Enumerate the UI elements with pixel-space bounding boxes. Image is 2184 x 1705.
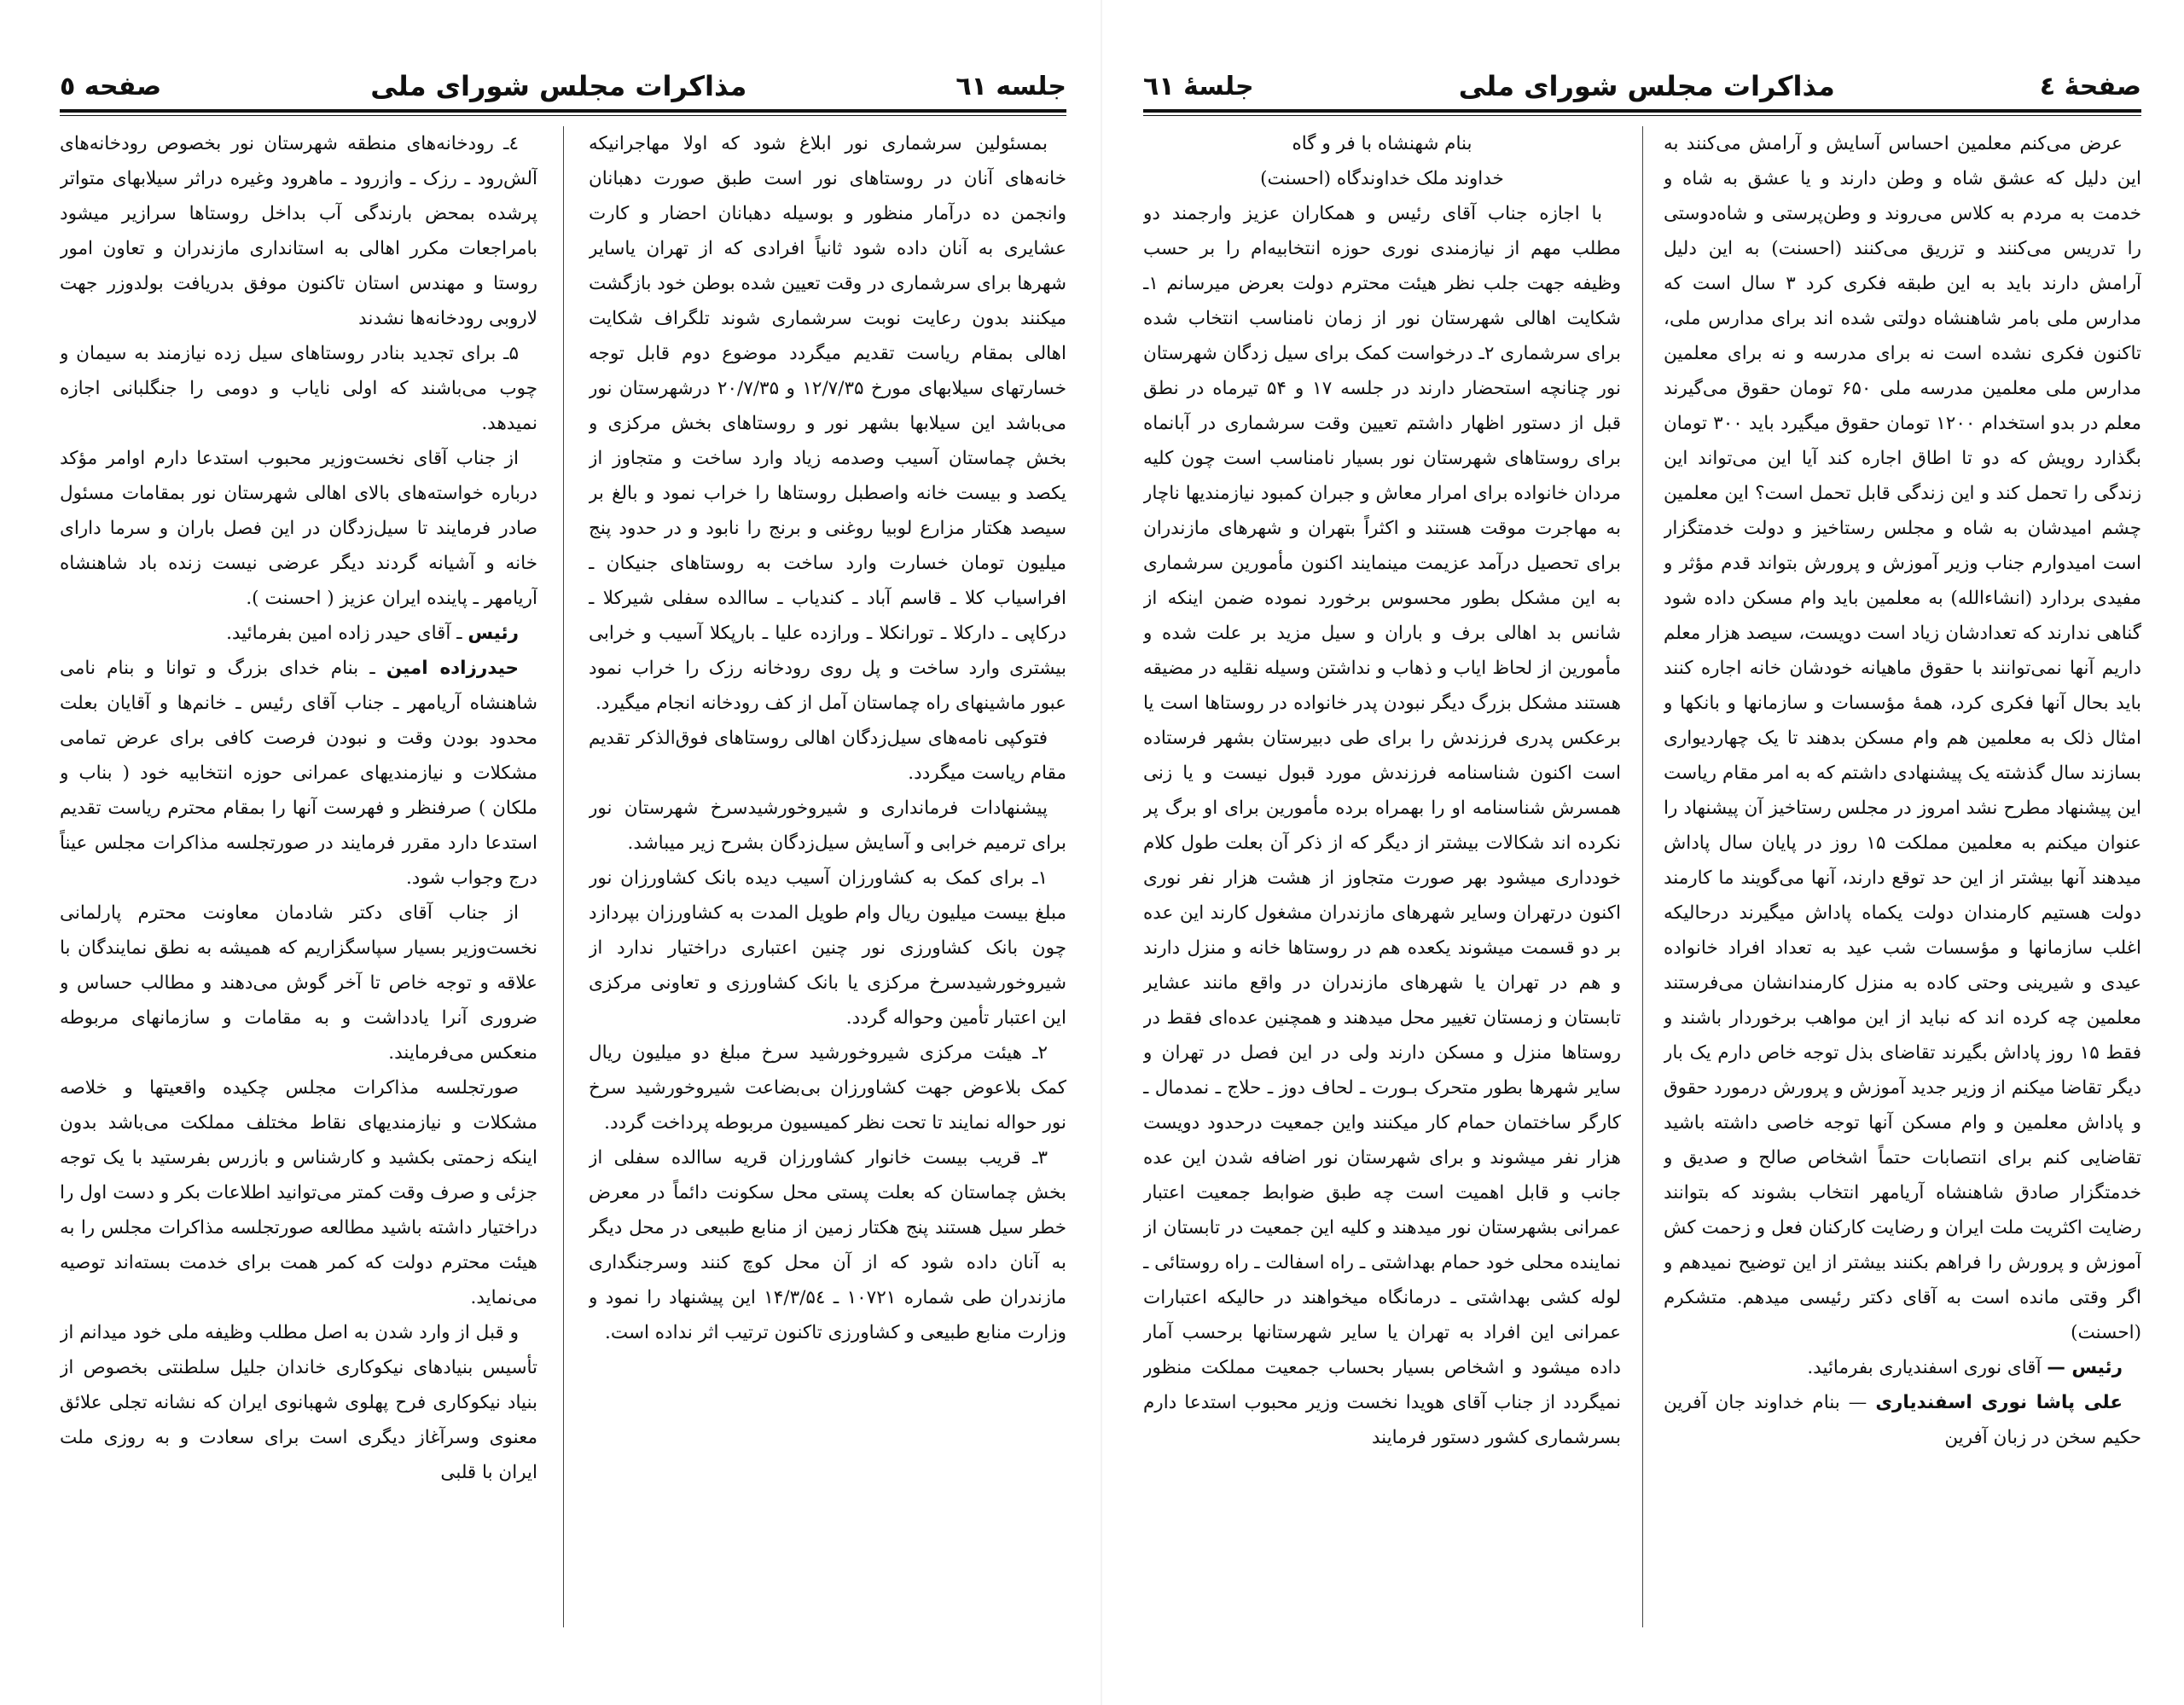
speaker-name: رئیس [468,623,519,644]
page-gutter [1101,0,1102,1705]
verse-line: بنام شهنشاه با فر و گاه [1292,133,1472,154]
speaker-name: رئیس — [2047,1357,2123,1378]
header-rule-thin [1143,115,2141,116]
session-label: جلسهٔ ٦١ [1143,71,1254,101]
paragraph: عرض می‌کنم معلمین احساس آسایش و آرامش می‌کنند به این دلیل که عشق شاه و وطن دارند و یا عشق به شاه و خدمت به مردم به کلاس می‌روند و وطن‌پرستی و شاه‌دوستی را تدریس می‌کنند و تزریق می‌کنند (احسنت) به این دلیل آرامش دارند باید به این طبقه فکری کرد ۳ سال است که مدارس ملی بامر شاهنشاه دولتی شده اند برای مدارس ملی، تاکنون فکری نشده است نه برای مدرسه و نه برای معلمین مدارس ملی معلمین مدرسه ملی ۶۵۰ تومان حقوق می‌گیرند معلم در بدو استخدام ۱۲۰۰ تومان حقوق میگیرد باید ۳۰۰ تومان بگذارد رویش که دو تا اطاق اجاره کند آیا این می‌تواند این زندگی را تحمل کند و این زندگی قابل تحمل است؟ این معلمین چشم امیدشان به شاه و مجلس رستاخیز و دولت خدمتگزار است امیدوارم جناب وزیر آموزش و پرورش بتواند قدم مؤثر و مفیدی بردارد (انشاءالله) به معلمین باید وام مسکن داده شود گناهی ندارند که تعدادشان زیاد است دویست، سیصد هزار معلم داریم آنها نمی‌توانند با حقوق ماهیانه خودشان خانه اجاره کنند باید بحال آنها فکری کرد، همهٔ مؤسسات و سازمانها و بانکها و امثال ذلک به معلمین هم وام مسکن بدهند تا یک چهاردیواری بسازند سال گذشته یک پیشنهادی داشتم که به امر مقام ریاست این پیشنهاد مطرح نشد امروز در مجلس رستاخیز آن پیشنهاد را عنوان میکنم به معلمین مملکت ۱۵ روز در پایان سال پاداش میدهند آنها بیشتر از این حد توقع دارند، آنها می‌گویند ما کارمند دولت هستیم کارمندان دولت یکماه پاداش میگیرند درحالیکه اغلب سازمانها و مؤسسات شب عید به تعداد افراد خانواده عیدی و شیرینی وحتی کاده به منزل کارمندانشان می‌فرستند معلمین چه کرده اند که نباید از این مواهب برخوردار باشند و فقط ۱۵ روز پاداش بگیرند تقاضای بذل توجه خاص دارم یک بار دیگر تقاضا میکنم از وزیر جدید آموزش و پرورش درمورد حقوق و پاداش معلمین و وام مسکن آنها توجه خاصی داشته باشید تقاضایی کنم برای انتصابات حتماً اشخاص صالح و صدیق و خدمتگزار صادق شاهنشاه آریامهر انتخاب بشوند که بتوانند رضایت اکثریت ملت ایران و رضایت کارکنان فعل و زحمت کش آموزش و پرورش را فراهم بکنند بیشتر از این توضیح نمیدهم و اگر وقتی مانده است به آقای دکتر رئیسی میدهم. متشکرم (احسنت) [1664,133,2141,1343]
session-label: جلسه ٦١ [956,71,1066,101]
publication-title: مذاکرات مجلس شورای ملی [1458,70,1835,102]
paragraph: و قبل از وارد شدن به اصل مطلب وظیفه ملی خود میدانم از تأسیس بنیادهای نیکوکاری خاندان جلیل سلطنتی بخصوص از بنیاد نیکوکاری فرح پهلوی شهبانوی ایران که نشانه تجلی علائق معنوی وسرآغاز دیگری است برای سعادت و به روزی ملت ایران با قلبی [60,1322,537,1483]
publication-title: مذاکرات مجلس شورای ملی [370,70,747,102]
column-divider [1642,126,1643,1627]
speaker-name: حیدرزاده امین [386,658,519,679]
paragraph: پیشنهادات فرمانداری و شیروخورشیدسرخ شهرستان نور برای ترمیم خرابی و آسایش سیل‌زدگان بشرح زیر میباشد. [589,797,1066,854]
column-right [589,126,1066,1627]
paragraph: بمسئولین سرشماری نور ابلاغ شود که اولا مهاجرانیکه خانه‌های آنان در روستاهای نور است طبق صورت دهبانان وانجمن ده درآمار منظور و بوسیله دهبانان احضار و کارت عشایری به آنان داده شود ثانیاً افرادی که از تهران یاسایر شهرها برای سرشماری در وقت تعیین شده بوطن خود بازگشت میکنند بدون رعایت نوبت سرشماری شوند تلگراف شکایت اهالی بمقام ریاست تقدیم میگردد موضوع دوم قابل توجه خسارتهای سیلابهای مورخ ۱۲/۷/۳۵ و ۲۰/۷/۳۵ درشهرستان نور می‌باشد این سیلابها بشهر نور و روستاهای بخش مرکزی و بخش چماستان آسیب وصدمه زیاد وارد ساخت و متجاوز از یکصد و بیست خانه واصطبل روستاها را خراب نمود و بالغ بر سیصد هکتار مزارع لوبیا روغنی و برنج را نابود و در حدود پنج میلیون تومان خسارت وارد ساخت به روستاهای جنیکان ـ افراسیاب کلا ـ قاسم آباد ـ کندیاب ـ ساالده سفلی شیرکلا ـ درکاپی ـ دارکلا ـ تورانکلا ـ ورازده علیا ـ بارپکلا آسیب و خرابی بیشتری وارد ساخت و پل روی رودخانه رزک را خراب نمود عبور ماشینهای راه چماستان آمل از کف رودخانه انجام میگیرد. [589,133,1066,714]
header-rule-thin [60,115,1066,116]
column-divider [563,126,564,1627]
column-left [60,126,537,1627]
speaker-name: علی پاشا نوری اسفندیاری [1875,1392,2123,1413]
speaker-text: آقای نوری اسفندیاری بفرمائید. [1807,1357,2042,1378]
speaker-text: ـ بنام خدای بزرگ و توانا و بنام نامی شاهنشاه آریامهر ـ جناب آقای رئیس ـ خانم‌ها و آقایان بعلت محدود بودن وقت و نبودن فرصت کافی برای عرض تمامی مشکلات و نیازمندیهای عمرانی حوزه انتخابیه خود ( بناب و ملکان ) صرفنظر و فهرست آنها را بمقام محترم ریاست تقدیم استدعا دارد مقرر فرمایند در صورتجلسه مذاکرات مجلس عیناً درج وجواب شود. [60,658,537,889]
paragraph: با اجازه جناب آقای رئیس و همکاران عزیز وارجمند دو مطلب مهم از نیازمندی نوری حوزه انتخابیه‌ام را بر حسب وظیفه جهت جلب نظر هیئت محترم دولت بعرض میرسانم ۱ـ شکایت اهالی شهرستان نور از زمان نامناسب انتخاب شده برای سرشماری ۲ـ درخواست کمک برای سیل زدگان شهرستان نور چنانچه استحضار دارند در جلسه ۱۷ و ۵۴ تیرماه در نطق قبل از دستور اظهار داشتم تعیین وقت سرشماری در آبانماه برای روستاهای شهرستان نور بسیار نامناسب است چون کلیه مردان خانواده برای امرار معاش و جبران کمبود نیازمندیها ناچار به مهاجرت موقت هستند و اکثراً بتهران و شهرهای مازندران برای تحصیل درآمد عزیمت مینمایند اکنون مأمورین سرشماری به این مشکل بطور محسوس برخورد نموده ضمن اینکه از شانس بد اهالی برف و باران و سیل مزید بر علت شده و مأمورین از لحاظ ایاب و ذهاب و نداشتن وسیله نقلیه در مضیقه هستند مشکل بزرگ دیگر نبودن پدر خانواده در روستاها است یا برعکس پدری فرزندش را برای طی دبیرستان بشهر فرستاده است اکنون شناسنامه فرزندش مورد قبول نیست و یا زنی همسرش شناسنامه او را بهمراه برده مأمورین برای او برگ پر نکرده اند شکالات بیشتر از دیگر که از ذکر آن بعلت طول کلام خودداری میشود بهر صورت متجاوز از هشت هزار نفر نوری اکنون درتهران وسایر شهرهای مازندران مشغول کارند این عده بر دو قسمت میشوند یکعده هم در روستاها خانه و منزل دارند و هم در تهران یا شهرهای مازندران در واقع مانند عشایر تابستان و زمستان تغییر محل میدهند و همچنین عده‌ای فقط در روستاها منزل و مسکن دارند ولی در این فصل در تهران و سایر شهرها بطور متحرک بـورت ـ لحاف دوز ـ حلاج ـ نمدمال ـ کارگر ساختمان حمام کار میکنند واین جمعیت درحدود دویست هزار نفر میشوند و برای شهرستان نور اضافه شدن این عده جانب و قابل اهمیت است چه طبق ضوابط جمعیت اعتبار عمرانی بشهرستان نور میدهند و کلیه این جمعیت در تابستان از نماینده محلی خود حمام بهداشتی ـ راه اسفالت ـ راه روستائی ـ لوله کشی بهداشتی ـ درمانگاه میخواهند در حالیکه اعتبارات عمرانی این افراد به تهران یا سایر شهرستانها برحسب آمار داده میشود و اشخاص بسیار بحساب جمعیت مملکت منظور نمیگردد از جناب آقای هویدا نخست وزیر محبوب استدعا دارم بسرشماری کشور دستور فرمایند [1143,203,1621,1448]
column-left [1143,126,1621,1627]
paragraph: ۱ـ برای کمک به کشاورزان آسیب دیده بانک کشاورزان نور مبلغ بیست میلیون ریال وام طویل المدت به کشاورزان بپردازد چون بانک کشاورزی نور چنین اعتباری دراختیار ندارد از شیروخورشیدسرخ مرکزی یا بانک کشاورزی و تعاونی مرکزی این اعتبار تأمین وحواله گردد. [589,867,1066,1029]
speaker-line [1664,1385,2141,1455]
paragraph: ۲ـ هیئت مرکزی شیروخورشید سرخ مبلغ دو میلیون ریال کمک بلاعوض جهت کشاورزان بی‌بضاعت شیروخورشید سرخ نور حواله نمایند تا تحت نظر کمیسیون مربوطه پرداخت گردد. [589,1042,1066,1134]
paragraph: صورتجلسه مذاکرات مجلس چکیده واقعیتها و خلاصه مشکلات و نیازمندیهای نقاط مختلف مملکت می‌باشد بدون اینکه زحمتی بکشید و کارشناس و بازرس بفرستید با یک توجه جزئی و صرف وقت کمتر می‌توانید اطلاعات بکر و دست اول را دراختیار داشته باشید مطالعه صورتجلسه مذاکرات مجلس را به هیئت محترم دولت که کمر همت برای خدمت بسته‌اند توصیه می‌نماید. [60,1077,537,1308]
paragraph: ٤ـ رودخانه‌های منطقه شهرستان نور بخصوص رودخانه‌های آلش‌رود ـ رزک ـ وازرود ـ ماهرود وغیره دراثر سیلابهای متواتر پرشده بمحض بارندگی آب بداخل روستاها سرازیر میشود بامراجعات مکرر اهالی به استانداری مازندران و تعاون امور روستا و مهندس استان تاکنون موفق بدریافت بولدوزر جهت لاروبی رودخانه‌ها نشدند [60,133,537,329]
speaker-line [60,616,537,651]
verse-line: خداوند ملک خداوندگاه (احسنت) [1260,168,1504,189]
page-5 [60,0,1066,1705]
paragraph: ۵ـ برای تجدید بنادر روستاهای سیل زده نیازمند به سیمان و چوب می‌باشند که اولی نایاب و دومی را جنگلبانی اجازه نمیدهد. [60,343,537,434]
paragraph: ۳ـ قریب بیست خانوار کشاورزان قریه ساالده سفلی از بخش چماستان که بعلت پستی محل سکونت دائماً در معرض خطر سیل هستند پنج هکتار زمین از منابع طبیعی در محل دیگر به آنان داده شود که از آن محل کوچ کنند وسرجنگداری مازندران طی شماره ۱۰۷۲۱ ـ ۱۴/۳/۵٤ این پیشنهاد را نمود و وزارت منابع طبیعی و کشاورزی تاکنون ترتیب اثر نداده است. [589,1147,1066,1343]
paragraph: فتوکپی نامه‌های سیل‌زدگان اهالی روستاهای فوق‌الذکر تقدیم مقام ریاست میگردد. [589,728,1066,784]
header-rule [60,109,1066,113]
speaker-text: ـ آقای حیدر زاده امین بفرمائید. [226,623,462,644]
speaker-line [1664,1350,2141,1385]
page-4 [1143,0,2141,1705]
page-number-label: صفحهٔ ٤ [2039,71,2141,101]
paragraph: از جناب آقای دکتر شادمان معاونت محترم پارلمانی نخست‌وزیر بسیار سپاسگزاریم که همیشه به نطق نمایندگان با علاقه و توجه خاص تا آخر گوش می‌دهند و مطالب حساس و ضروری آنرا یادداشت و به مقامات و سازمانهای مربوطه منعکس می‌فرمایند. [60,902,537,1064]
column-right [1664,126,2141,1627]
page-header [1143,68,2141,104]
page-number-label: صفحه ٥ [60,71,162,101]
paragraph: از جناب آقای نخست‌وزیر محبوب استدعا دارم اوامر مؤکد درباره خواسته‌های بالای اهالی شهرستان نور بمقامات مسئول صادر فرمایند تا سیل‌زدگان در این فصل باران و سرما دارای خانه و آشیانه گردند دیگر عرضی نیست زنده باد شاهنشاه آریامهر ـ پاینده ایران عزیز ( احسنت ). [60,448,537,609]
page-header [60,68,1066,104]
speaker-line [60,651,537,896]
speaker-text: — بنام خداوند جان آفرین حکیم سخن در زبان آفرین [1664,1392,2141,1448]
header-rule [1143,109,2141,113]
